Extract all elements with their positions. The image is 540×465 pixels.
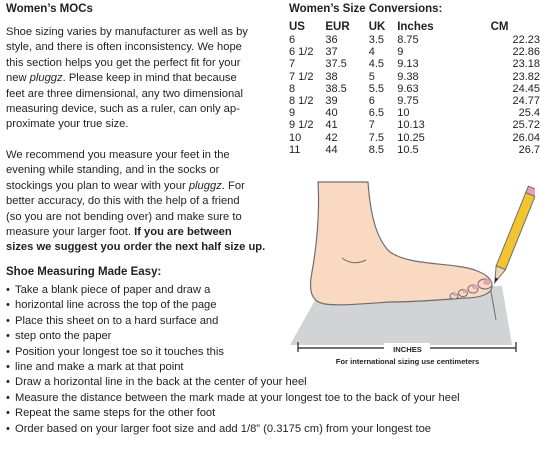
advice-bold-text: sizes we suggest you order the next half size up. <box>6 241 266 254</box>
intro-line: new pluggz. Please keep in mind that because <box>6 72 237 85</box>
advice-line: stockings you plan to wear with your pluggz. For <box>6 179 245 192</box>
cell-cm: 26.7 <box>518 143 540 156</box>
cell-eur: 38.5 <box>325 82 347 95</box>
advice-line-last <box>6 225 306 240</box>
foot <box>311 182 492 305</box>
cell-uk: 3.5 <box>368 34 385 46</box>
table-header-row <box>289 19 540 34</box>
table-row <box>289 71 540 83</box>
cell-us: 6 1/2 <box>289 46 314 59</box>
cell-inches: 9 <box>397 46 404 59</box>
cell-us: 8 1/2 <box>289 95 314 108</box>
cell-uk: 5.5 <box>368 82 385 95</box>
advice-line: evening while standing, and in the socks or <box>6 164 220 177</box>
cell-uk: 8.5 <box>368 143 385 156</box>
intro-line: this section helps you get the perfect fit for your <box>6 56 241 69</box>
measure-title: Shoe Measuring Made Easy: <box>6 266 162 278</box>
cell-cm: 23.18 <box>512 58 540 71</box>
list-item: • Order based on your larger foot size and add 1/8” (0.3175 cm) from your longest toe <box>6 422 460 437</box>
cell-us: 10 <box>289 131 302 144</box>
cell-uk: 4.5 <box>368 58 385 71</box>
cell-inches: 9.63 <box>397 82 419 95</box>
cell-eur: 37 <box>325 46 338 59</box>
list-item: • step onto the paper <box>6 329 460 344</box>
cell-cm: 23.82 <box>512 70 540 83</box>
header-us: US <box>289 20 305 33</box>
table-row <box>289 58 540 70</box>
cell-us: 6 <box>289 34 296 46</box>
cell-inches: 10.13 <box>397 119 425 132</box>
cell-us: 11 <box>289 143 301 156</box>
intro-paragraph <box>6 25 306 133</box>
cell-inches: 9.38 <box>397 70 419 83</box>
table-row <box>289 107 540 119</box>
advice-line: (so you are not bending over) and make sure to <box>6 210 242 223</box>
cell-cm: 24.45 <box>512 82 540 95</box>
header-uk: UK <box>368 20 386 33</box>
cell-cm: 24.77 <box>512 95 540 108</box>
cell-eur: 38 <box>325 70 338 83</box>
table-row <box>289 119 540 131</box>
cell-eur: 42 <box>325 131 338 144</box>
advice-bold-line <box>6 240 306 255</box>
table-row <box>289 144 540 156</box>
cell-us: 9 <box>289 107 296 120</box>
foot-measuring-illustration <box>280 180 535 352</box>
list-item: • Repeat the same steps for the other foot <box>6 406 460 421</box>
cell-inches: 10.25 <box>397 131 425 144</box>
list-item: • Place this sheet on to a hard surface and <box>6 314 460 329</box>
advice-bold-text: If you are between <box>134 226 232 239</box>
cell-us: 7 1/2 <box>289 70 314 83</box>
cell-eur: 36 <box>325 34 338 46</box>
list-item: • Position your longest toe so it touches this <box>6 345 460 360</box>
list-item: • horizontal line across the top of the page <box>6 298 460 313</box>
header-cm: CM <box>490 20 509 33</box>
cell-eur: 39 <box>325 95 338 108</box>
cell-cm: 22.23 <box>512 34 540 46</box>
cell-eur: 44 <box>325 143 338 156</box>
cell-cm: 25.72 <box>512 119 540 132</box>
page-title: Women’s MOCs <box>6 3 93 15</box>
cell-cm: 26.04 <box>512 131 540 144</box>
cell-inches: 9.75 <box>397 95 419 108</box>
cell-cm: 25.4 <box>518 107 540 120</box>
cell-uk: 4 <box>368 46 375 59</box>
cell-cm: 22.86 <box>512 46 540 59</box>
cell-inches: 10.5 <box>397 143 419 156</box>
table-row <box>289 34 540 46</box>
cell-inches: 8.75 <box>397 34 419 46</box>
cell-uk: 5 <box>368 70 375 83</box>
table-row <box>289 83 540 95</box>
cell-us: 9 1/2 <box>289 119 314 132</box>
cell-uk: 7 <box>368 119 375 132</box>
list-item: • Measure the distance between the mark made at your longest toe to the back of your heel <box>6 391 460 406</box>
intro-line: style, and there is often inconsistency. We hope <box>6 41 242 54</box>
size-rows <box>289 34 540 156</box>
cell-inches: 9.13 <box>397 58 419 71</box>
toenail <box>453 293 457 296</box>
cell-inches: 10 <box>397 107 410 120</box>
intro-line: measuring device, such as a ruler, can only ap- <box>6 103 240 116</box>
header-inches: Inches <box>397 20 434 33</box>
intro-line: feet are three dimensional, any two dimensional <box>6 87 243 100</box>
table-row <box>289 132 540 144</box>
cell-eur: 37.5 <box>325 58 347 71</box>
intro-line: Shoe sizing varies by manufacturer as well as by <box>6 26 248 38</box>
advice-paragraph <box>6 148 306 256</box>
intro-line: proximate your true size. <box>6 118 129 131</box>
table-row <box>289 46 540 58</box>
advice-line: We recommend you measure your feet in the <box>6 149 230 161</box>
list-item: • Take a blank piece of paper and draw a <box>6 283 460 298</box>
table-row <box>289 95 540 107</box>
cell-us: 8 <box>289 82 296 95</box>
cell-uk: 6 <box>368 95 375 108</box>
cell-uk: 6.5 <box>368 107 385 120</box>
table-title: Women’s Size Conversions: <box>289 3 443 15</box>
advice-text: measure your larger foot. <box>6 226 131 239</box>
inches-label: INCHES <box>393 345 422 354</box>
header-eur: EUR <box>325 20 350 33</box>
toenail <box>483 279 491 285</box>
toenail <box>462 289 467 293</box>
advice-line: better accuracy, do this with the help of a friend <box>6 195 240 208</box>
list-item: • line and make a mark at that point <box>6 360 460 375</box>
cell-uk: 7.5 <box>368 131 385 144</box>
centimeters-caption: For international sizing use centimeters <box>335 357 480 366</box>
cell-us: 7 <box>289 58 296 71</box>
size-conversion-table <box>289 19 540 156</box>
toenail <box>472 285 478 290</box>
list-item: • Draw a horizontal line in the back at the center of your heel <box>6 375 460 390</box>
cell-eur: 41 <box>325 119 338 132</box>
pencil-icon <box>490 186 535 284</box>
cell-eur: 40 <box>325 107 338 120</box>
